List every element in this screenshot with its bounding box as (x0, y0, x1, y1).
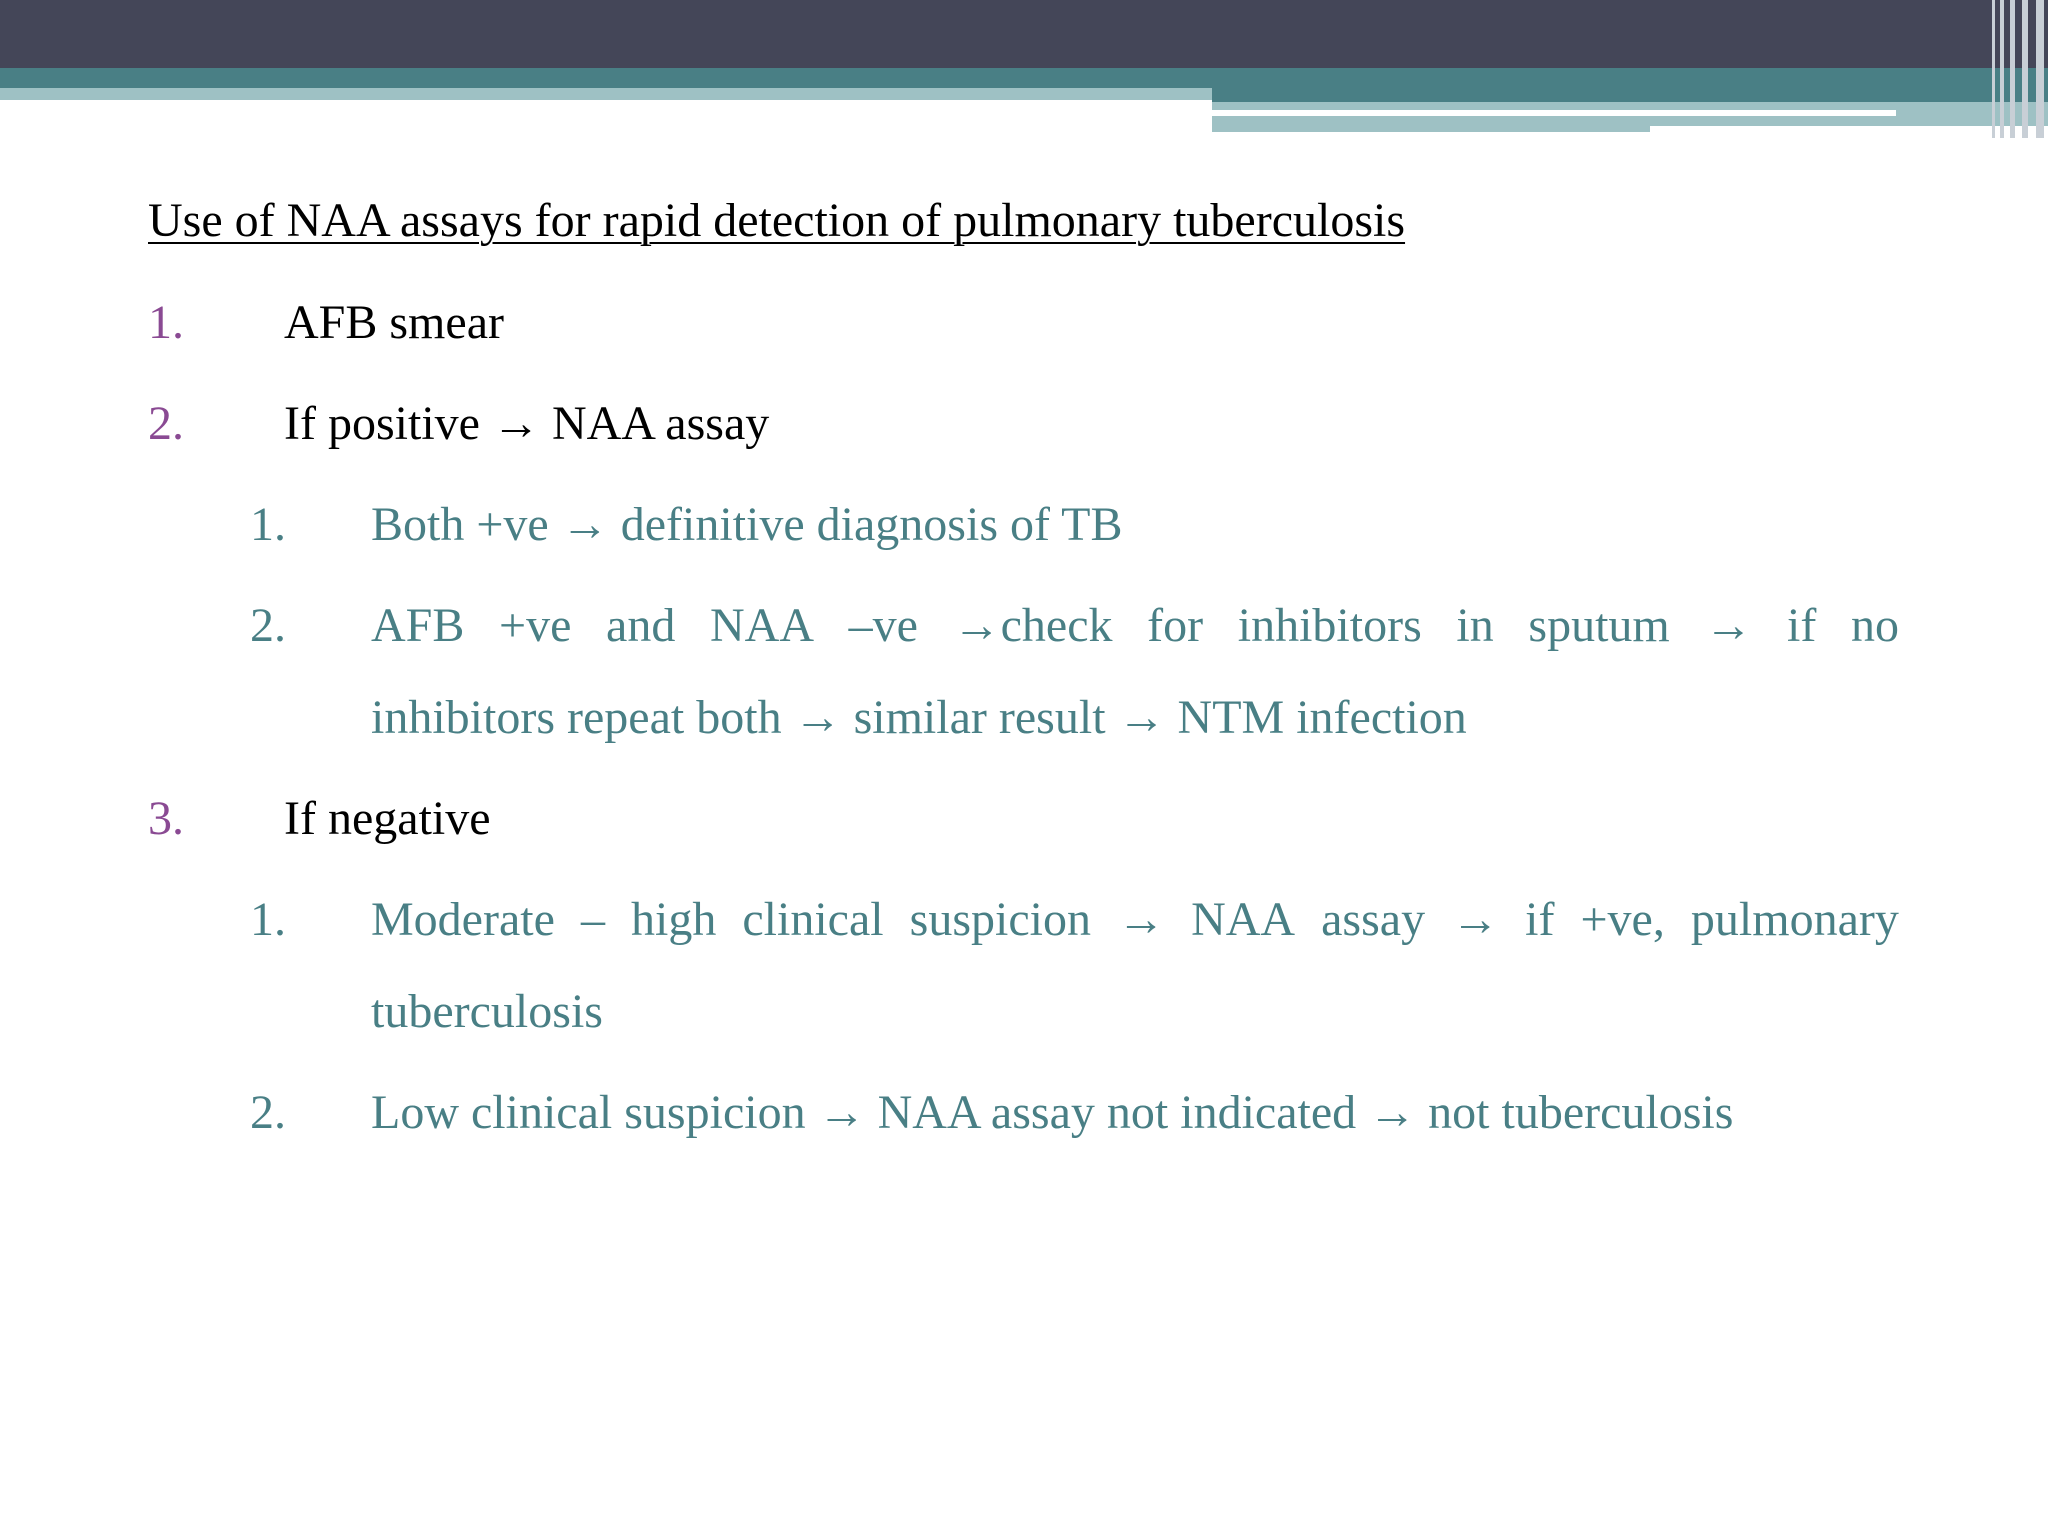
list-item-number: 1. (148, 296, 184, 349)
word: Moderate (371, 893, 555, 946)
header-teal-band-right (1212, 88, 2048, 102)
slide-title: Use of NAA assays for rapid detection of pulmonary tuberculosis (148, 194, 1406, 247)
sublist-item-text-line1 (371, 595, 1899, 657)
word: inhibitors (1237, 599, 1422, 652)
word: in (1456, 599, 1494, 652)
word: –ve (848, 599, 918, 652)
word: assay (1321, 893, 1426, 946)
word: → (1451, 893, 1500, 946)
word: → (1117, 893, 1166, 946)
sublist-item-number: 2. (250, 599, 286, 652)
list-item-text: If positive → NAA assay (284, 397, 770, 450)
word: high (630, 893, 717, 946)
word: if (1787, 599, 1817, 652)
sublist-item-text: Low clinical suspicion → NAA assay not indicated → not tuberculosis (371, 1086, 1734, 1139)
header-light-band-left (0, 88, 1212, 100)
word: and (606, 599, 676, 652)
header-stripes (1992, 0, 2048, 138)
word: +ve (499, 599, 572, 652)
header-stripe (1992, 0, 1995, 138)
header-teal-band (0, 68, 2048, 88)
header-accent-line (1650, 126, 2048, 132)
header-stripe (2022, 0, 2028, 138)
header-dark-band (0, 0, 2048, 68)
word: pulmonary (1690, 893, 1899, 946)
word: →check (952, 599, 1113, 652)
sublist-item-text-line2: inhibitors repeat both → similar result → NTM infection (371, 691, 1467, 744)
header-stripe (2010, 0, 2015, 138)
word: +ve, (1580, 893, 1665, 946)
sublist-item-text-line1 (371, 889, 1899, 951)
word: → (1704, 599, 1753, 652)
header-stripe (2000, 0, 2004, 138)
list-item-number: 2. (148, 397, 184, 450)
sublist-item-number: 2. (250, 1086, 286, 1139)
list-item-text: AFB smear (284, 296, 504, 349)
sublist-item-text-line2: tuberculosis (371, 985, 603, 1038)
word: sputum (1528, 599, 1670, 652)
word: AFB (371, 599, 465, 652)
word: no (1851, 599, 1899, 652)
word: suspicion (909, 893, 1091, 946)
header-accent-line (1212, 110, 1896, 116)
sublist-item-text: Both +ve → definitive diagnosis of TB (371, 498, 1123, 551)
sublist-item-number: 1. (250, 893, 286, 946)
word: for (1147, 599, 1204, 652)
header-stripe (2036, 0, 2044, 138)
list-item-text: If negative (284, 792, 491, 845)
word: if (1525, 893, 1555, 946)
word: – (580, 893, 605, 946)
list-item-number: 3. (148, 792, 184, 845)
word: clinical (742, 893, 884, 946)
sublist-item-number: 1. (250, 498, 286, 551)
word: NAA (1191, 893, 1296, 946)
word: NAA (709, 599, 814, 652)
